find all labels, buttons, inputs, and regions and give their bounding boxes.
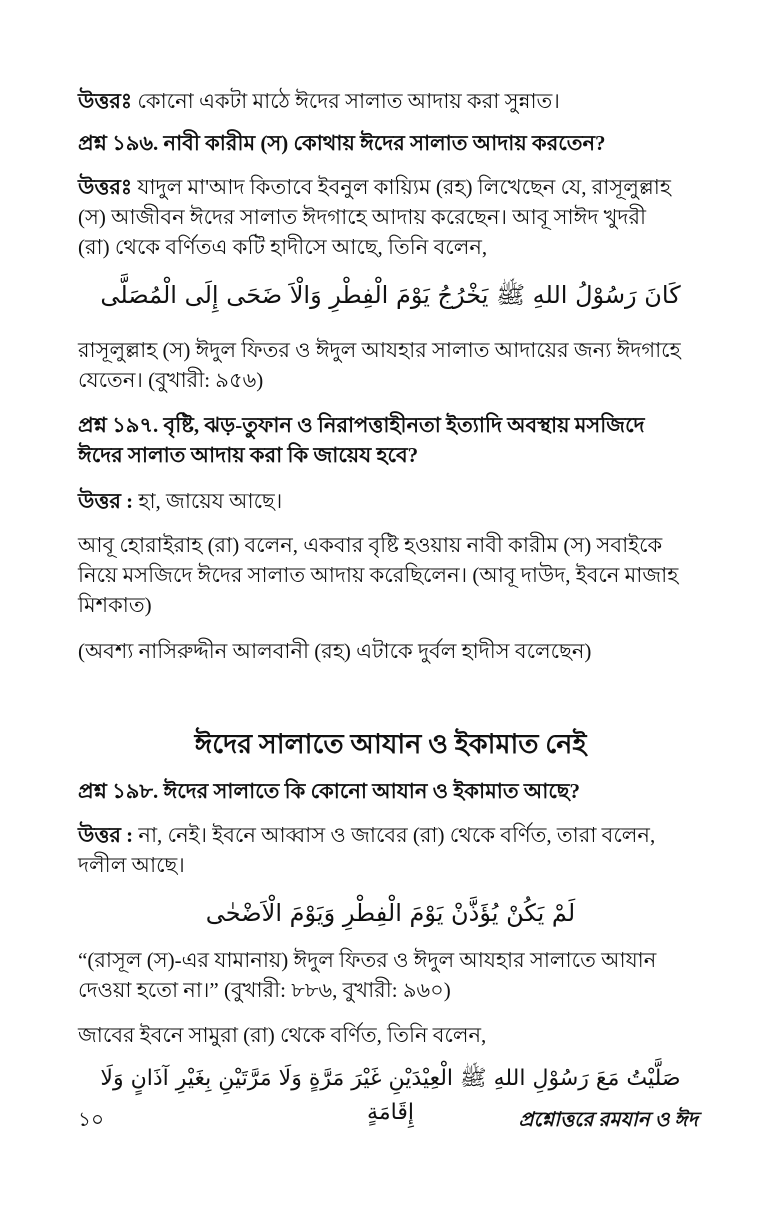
- arabic-hadith: لَمْ يَكُنْ يُؤَذَّنْ يَوْمَ الْفِطْرِ وَيَوْمَ الْاَضْحٰى: [205, 899, 576, 927]
- question-197-cont: ঈদের সালাত আদায় করা কি জায়েয হবে?: [78, 443, 419, 467]
- paragraph-line: জাবের ইবনে সামুরা (রা) থেকে বর্ণিত, তিনি বলেন,: [78, 1023, 487, 1047]
- answer-label: উত্তরঃ: [78, 175, 133, 199]
- paragraph-line: যেতেন। (বুখারী: ৯৫৬): [78, 368, 264, 392]
- paragraph-line: (রা) থেকে বর্ণিতএ কটি হাদীসে আছে, তিনি বলেন,: [78, 235, 488, 259]
- paragraph-line: রাসূলুল্লাহ (স) ঈদুল ফিতর ও ঈদুল আযহার সালাত আদায়ের জন্য ঈদগাহে: [78, 338, 681, 362]
- answer-label: উত্তর :: [78, 489, 134, 513]
- answer-text: কোনো একটা মাঠে ঈদের সালাত আদায় করা সুন্নাত।: [132, 89, 560, 113]
- arabic-hadith: صَلَّيْتُ مَعَ رَسُوْلِ اللهِ ﷺ الْعِيْدَيْنِ غَيْرَ مَرَّةٍ وَلَا مَرَّتَيْنِ بِغَيْرِ آذَانٍ وَلَا إِقَامَةٍ: [100, 1066, 681, 1125]
- paragraph-line: দলীল আছে।: [78, 853, 185, 877]
- question-198: প্রশ্ন ১৯৮. ঈদের সালাতে কি কোনো আযান ও ইকামাত আছে?: [78, 779, 581, 803]
- question-196: প্রশ্ন ১৯৬. নাবী কারীম (স) কোথায় ঈদের সালাত আদায় করতেন?: [78, 131, 606, 155]
- paragraph-line: মিশকাত): [78, 593, 152, 617]
- note-line: (অবশ্য নাসিরুদ্দীন আলবানী (রহ) এটাকে দুর্বল হাদীস বলেছেন): [78, 639, 592, 663]
- answer-label: উত্তরঃ: [78, 89, 133, 113]
- arabic-hadith: كَانَ رَسُوْلُ اللهِ ﷺ يَخْرُجُ يَوْمَ الْفِطْرِ وَالْاَ ضَحَى إِلَى الْمُصَلَّى: [100, 281, 681, 309]
- paragraph-line: আবূ হোরাইরাহ (রা) বলেন, একবার বৃষ্টি হওয়ায় নাবী কারীম (স) সবাইকে: [78, 533, 663, 557]
- book-title: প্রশ্নোত্তরে রমযান ও ঈদ: [518, 1109, 698, 1131]
- answer-text: যাদুল মা'আদ কিতাবে ইবনুল কায়্যিম (রহ) লিখেছেন যে, রাসূলুল্লাহ: [132, 175, 671, 199]
- paragraph-line: “(রাসূল (স)-এর যামানায়) ঈদুল ফিতর ও ঈদুল আযহার সালাতে আযান: [78, 948, 657, 972]
- answer-text: না, নেই। ইবনে আব্বাস ও জাবের (রা) থেকে বর্ণিত, তারা বলেন,: [133, 823, 656, 847]
- paragraph-line: (স) আজীবন ঈদের সালাত ঈদগাহে আদায় করেছেন। আবূ সাঈদ খুদরী: [78, 205, 647, 229]
- paragraph-line: নিয়ে মসজিদে ঈদের সালাত আদায় করেছিলেন। (আবূ দাউদ, ইবনে মাজাহ: [78, 563, 679, 587]
- answer-line: [78, 172, 703, 202]
- paragraph-line: দেওয়া হতো না।” (বুখারী: ৮৮৬, বুখারী: ৯৬০): [78, 978, 451, 1002]
- page-number: ১০: [78, 1109, 104, 1131]
- answer-line: [78, 820, 703, 850]
- question-197: প্রশ্ন ১৯৭. বৃষ্টি, ঝড়-তুফান ও নিরাপত্তাহীনতা ইত্যাদি অবস্থায় মসজিদে: [78, 413, 645, 437]
- answer-label: উত্তর :: [78, 823, 134, 847]
- answer-text: হা, জায়েয আছে।: [133, 489, 283, 513]
- answer-line: [78, 86, 703, 116]
- answer-line: [78, 486, 703, 516]
- section-heading: ঈদের সালাতে আযান ও ইকামাত নেই: [194, 729, 587, 759]
